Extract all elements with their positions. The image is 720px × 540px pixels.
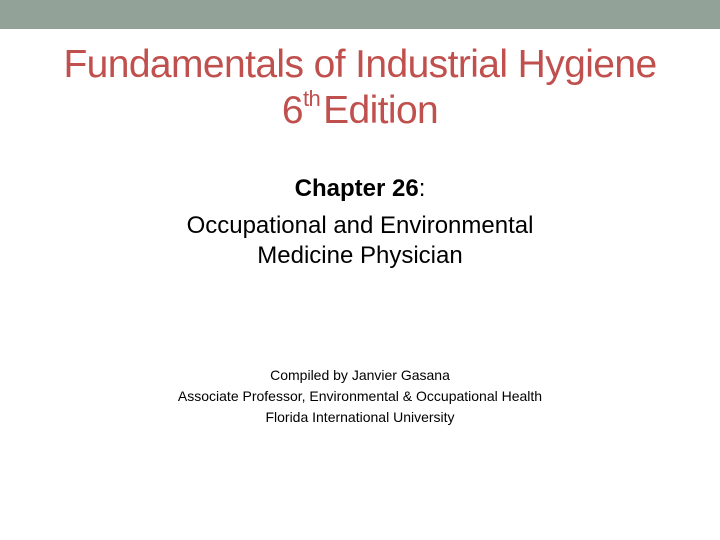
slide-title [0, 42, 720, 134]
chapter-subtitle-line-2: Medicine Physician [257, 242, 463, 269]
edition-word: Edition [323, 89, 439, 132]
chapter-subtitle [0, 211, 720, 271]
compiled-by: Compiled by Janvier Gasana [270, 367, 450, 383]
top-accent-bar [0, 0, 720, 29]
author-position: Associate Professor, Environmental & Occupational Health [177, 388, 543, 404]
edition-number: 6 [281, 89, 303, 132]
chapter-heading [0, 173, 720, 205]
edition-superscript: th [302, 86, 321, 111]
chapter-separator: : [418, 175, 426, 202]
title-line-2 [0, 88, 720, 134]
title-line-1: Fundamentals of Industrial Hygiene [63, 43, 657, 86]
chapter-label: Chapter 26 [294, 175, 419, 202]
author-institution: Florida International University [265, 409, 455, 425]
chapter-subtitle-line-1: Occupational and Environmental [186, 212, 534, 239]
credits-block [0, 365, 720, 428]
chapter-block [0, 173, 720, 271]
